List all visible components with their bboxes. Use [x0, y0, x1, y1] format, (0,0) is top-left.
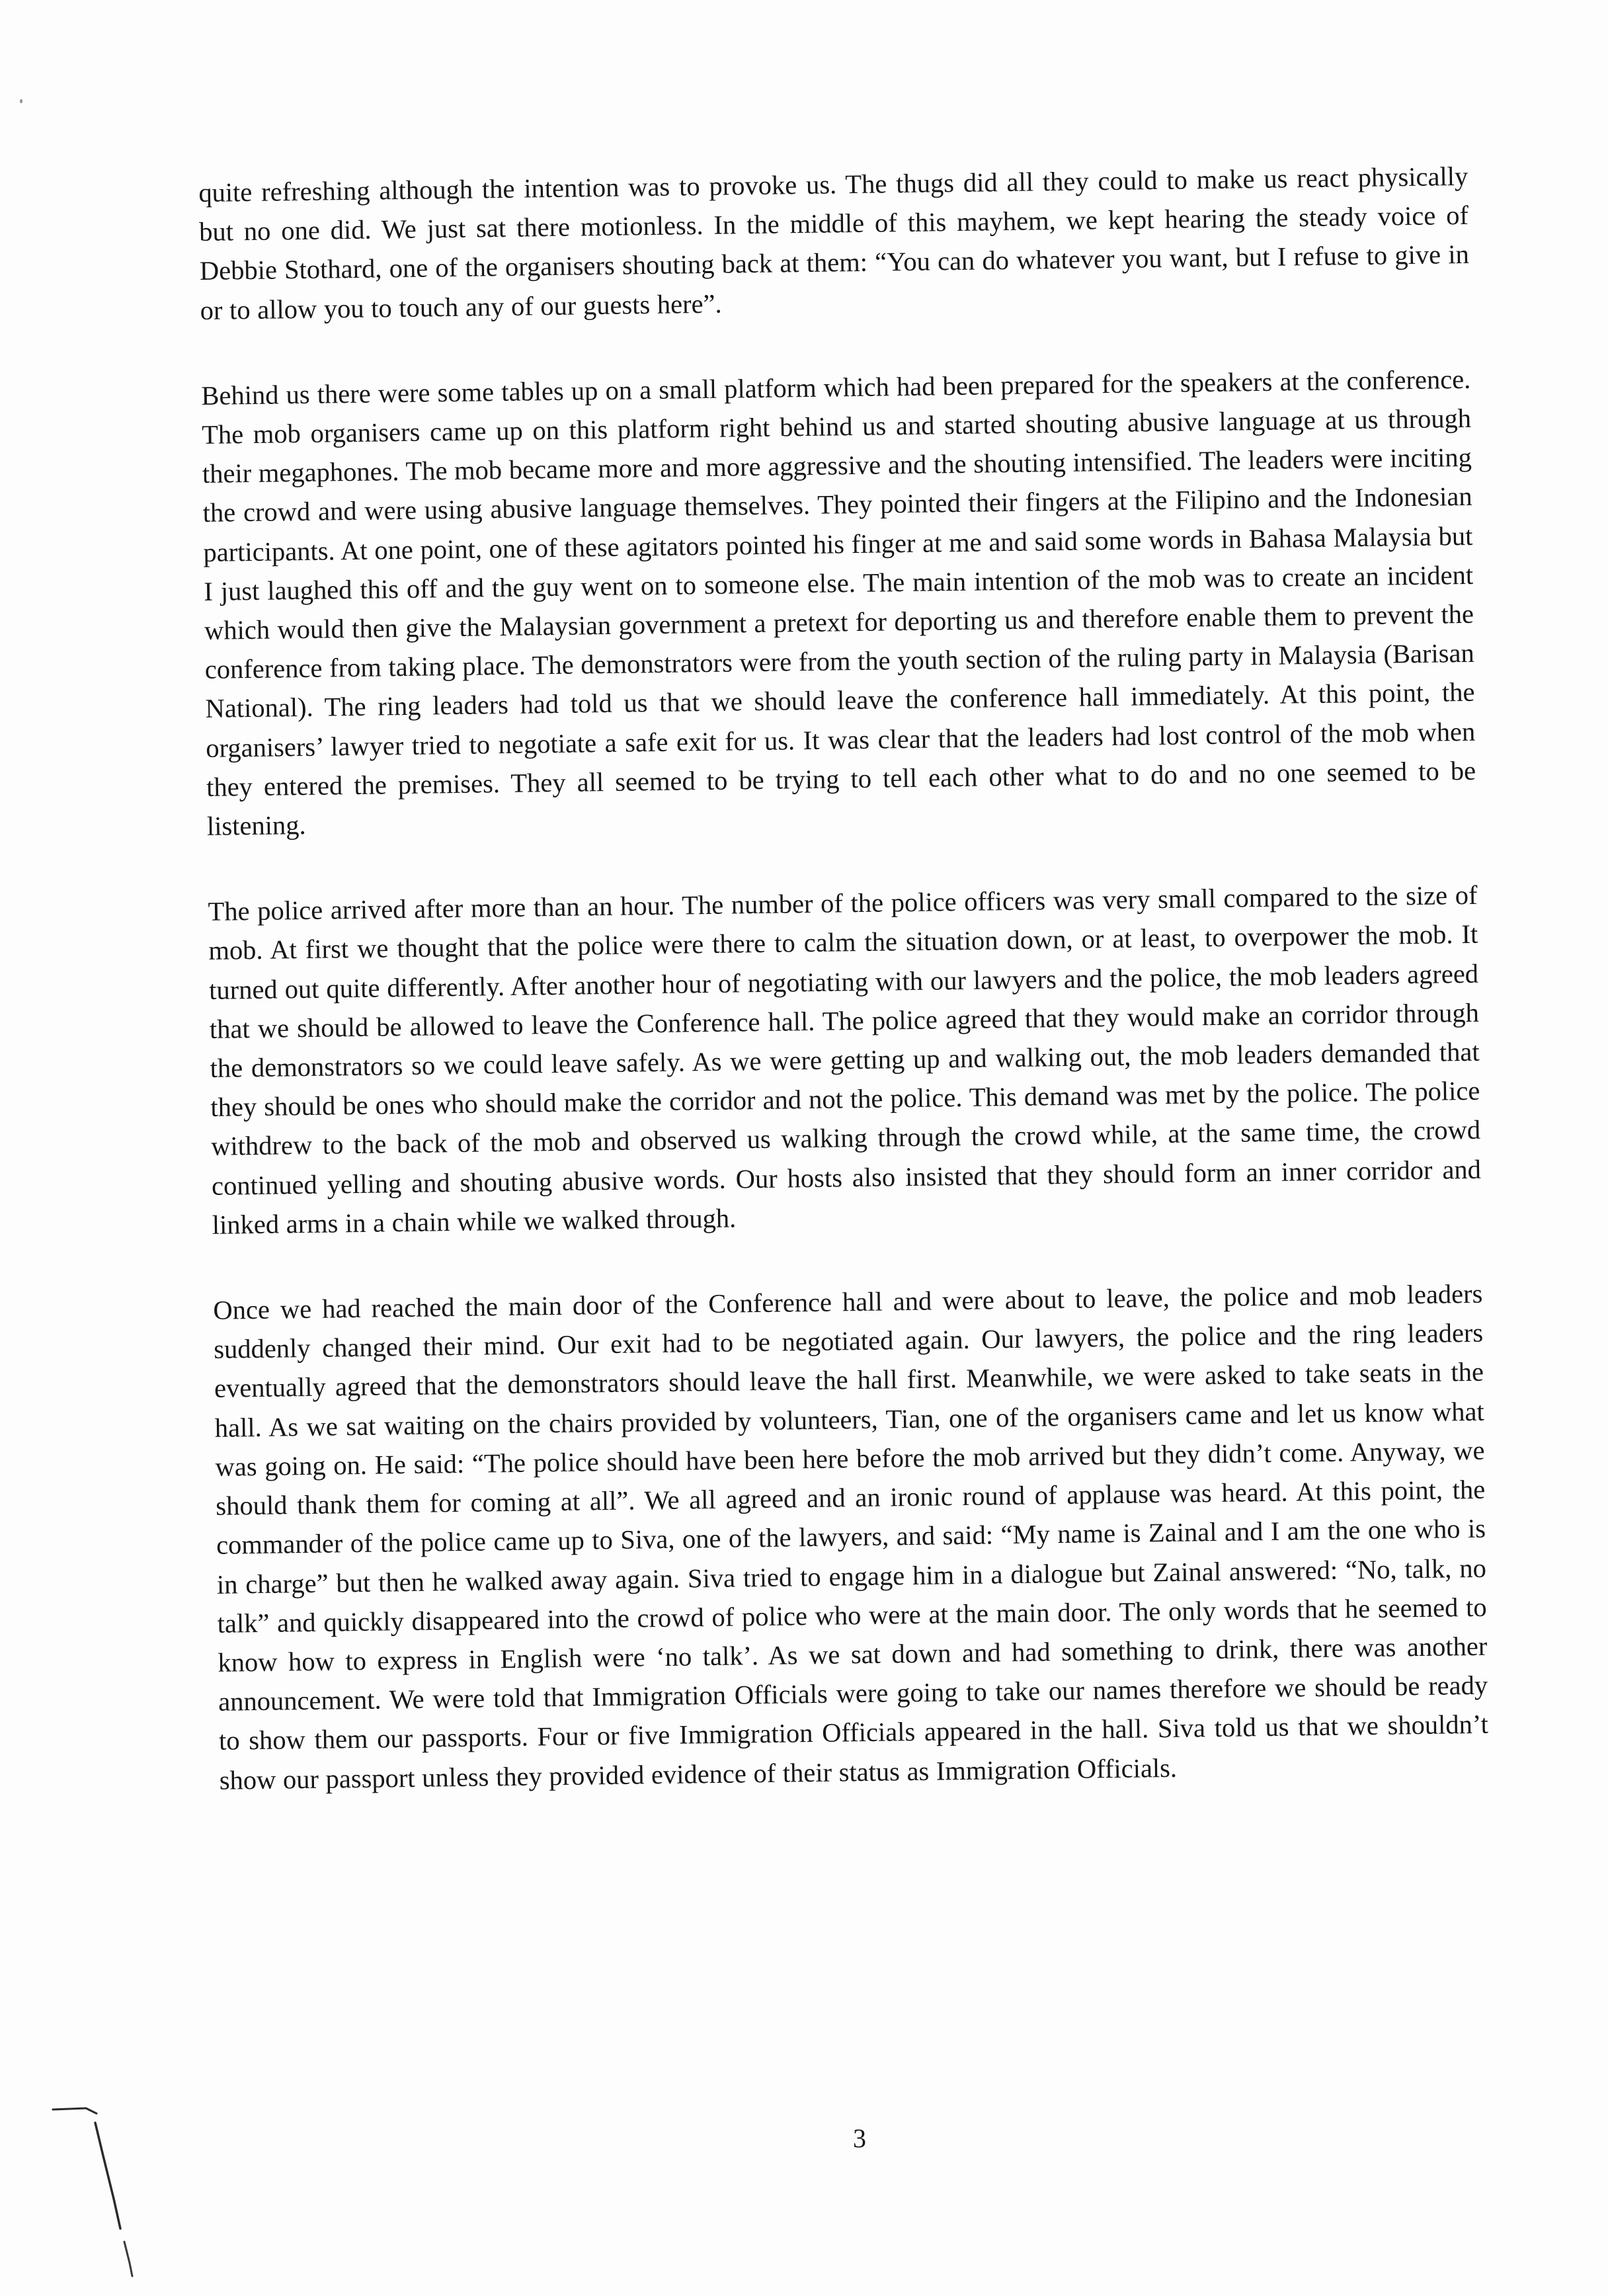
paragraph-3: The police arrived after more than an hour. The number of the police officers was very small compared to the size of mob. At first we thought that the police were there to calm the situation down, or at least, to overpower the mob. It turned out quite differently. After another hour of negotiating with our lawyers and the police, the mob leaders agreed that we should be allowed to leave the Conference hall. The police agreed that they would make an corridor through the demonstrators so we could leave safely. As we were getting up and walking out, the mob leaders demanded that they should be ones who should make the corridor and not the police. This demand was met by the police. The police withdrew to the back of the mob and observed us walking through the crowd while, at the same time, the crowd continued yelling and shouting abusive words. Our hosts also insisted that they should form an inner corridor and linked arms in a chain while we walked through. [208, 880, 1482, 1240]
body-text [198, 157, 1489, 1800]
scan-artifact-line [40, 2030, 145, 2281]
paragraph-2: Behind us there were some tables up on a small platform which had been prepared for the speakers at the conference. The mob organisers came up on this platform right behind us and started shouting abusive language at us through their megaphones. The mob became more and more aggressive and the shouting intensified. The leaders were inciting the crowd and were using abusive language themselves. They pointed their fingers at the Filipino and the Indonesian participants. At one point, one of these agitators pointed his finger at me and said some words in Bahasa Malaysia but I just laughed this off and the guy went on to someone else. The main intention of the mob was to create an incident which would then give the Malaysian government a pretext for deporting us and therefore enable them to prevent the conference from taking place. The demonstrators were from the youth section of the ruling party in Malaysia (Barisan National). The ring leaders had told us that we should leave the conference hall immediately. At this point, the organisers’ lawyer tried to negotiate a safe exit for us. It was clear that the leaders had lost control of the mob when they entered the premises. They all seemed to be trying to tell each other what to do and no one seemed to be listening. [201, 364, 1476, 841]
page-number: 3 [853, 2123, 866, 2153]
paragraph-1: quite refreshing although the intention was to provoke us. The thugs did all they could to make us react physically but no one did. We just sat there motionless. In the middle of this mayhem, we kept hearing the steady voice of Debbie Stothard, one of the organisers shouting back at them: “You can do whatever you want, but I refuse to give in or to allow you to touch any of our guests here”. [198, 161, 1470, 325]
scan-speck [20, 99, 22, 103]
paragraph-4: Once we had reached the main door of the Conference hall and were about to leave, the police and mob leaders suddenly changed their mind. Our exit had to be negotiated again. Our lawyers, the police and the ring leaders eventually agreed that the demonstrators should leave the hall first. Meanwhile, we were asked to take seats in the hall. As we sat waiting on the chairs provided by volunteers, Tian, one of the organisers came and let us know what was going on. He said: “The police should have been here before the mob arrived but they didn’t come. Anyway, we should thank them for coming at all”. We all agreed and an ironic round of applause was heard. At this point, the commander of the police came up to Siva, one of the lawyers, and said: “My name is Zainal and I am the one who is in charge” but then he walked away again. Siva tried to engage him in a dialogue but Zainal answered: “No, talk, no talk” and quickly disappeared into the crowd of police who were at the main door. The only words that he seemed to know how to express in English were ‘no talk’. As we sat down and had something to drink, there was another announcement. We were told that Immigration Officials were going to take our names therefore we should be ready to show them our passports. Four or five Immigration Officials appeared in the hall. Siva told us that we shouldn’t show our passport unless they provided evidence of their status as Immigration Officials. [213, 1278, 1489, 1795]
